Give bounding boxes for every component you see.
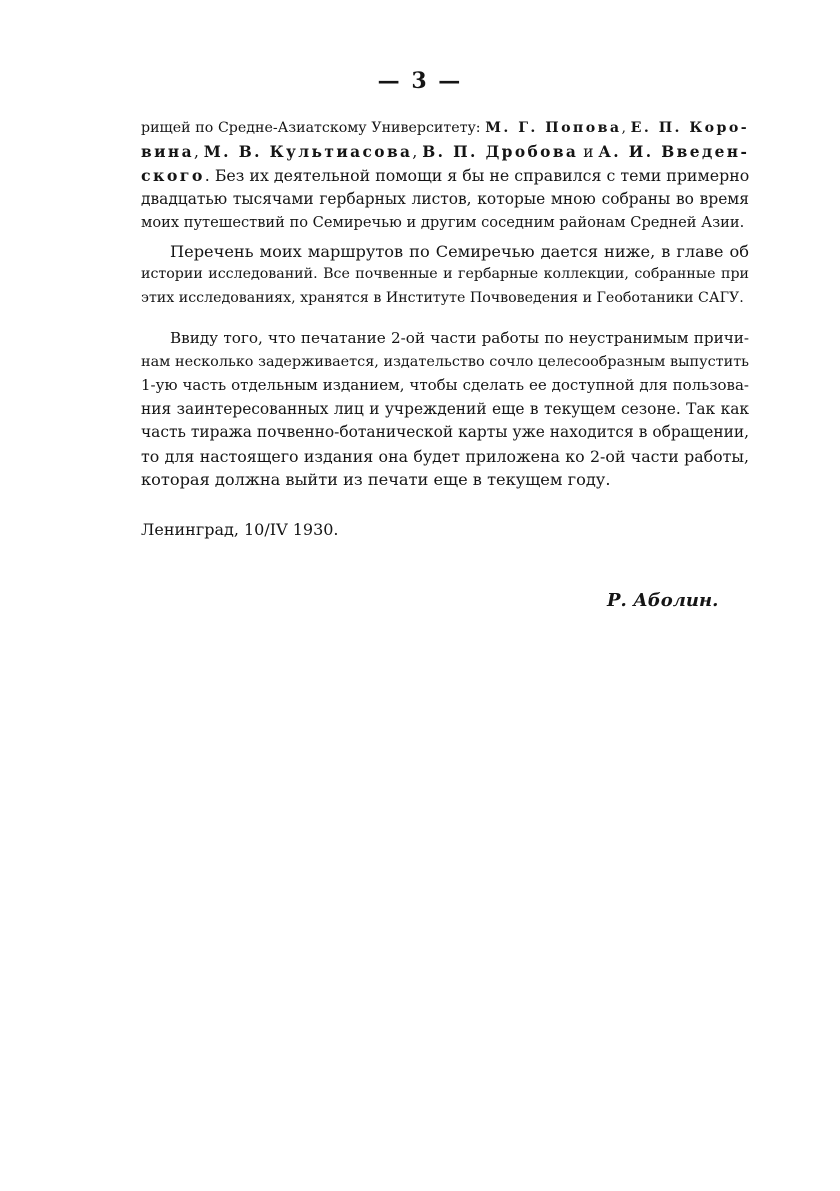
text-line: которая должна выйти из печати еще в текущем году. bbox=[141, 470, 611, 489]
page-number: — 3 — bbox=[377, 68, 463, 94]
text-line: моих путешествий по Семиречью и другим соседним районам Средней Азии. bbox=[141, 214, 745, 231]
text-line: этих исследованиях, хранятся в Институте Почвоведения и Геоботаники САГУ. bbox=[141, 289, 744, 306]
person-name: Е. П. Коро- bbox=[630, 120, 749, 136]
text-line: истории исследований. Все почвенные и гербарные коллекции, собранные при bbox=[141, 266, 749, 282]
text-line: Перечень моих маршрутов по Семиречью дается ниже, в главе об bbox=[170, 241, 749, 261]
text-line: 1-ую часть отдельным изданием, чтобы сделать ее доступной для пользова- bbox=[141, 376, 749, 394]
text-line: Ввиду того, что печатание 2-ой части работы по неустранимым причи- bbox=[170, 329, 749, 347]
body-text bbox=[141, 117, 749, 492]
person-name: А. И. Введен- bbox=[598, 142, 750, 161]
paragraph-routes bbox=[141, 240, 749, 311]
text-line: двадцатью тысячами гербарных листов, которые мною собраны во время bbox=[141, 189, 749, 208]
person-name: ского bbox=[141, 166, 205, 185]
place-date: Ленинград, 10/IV 1930. bbox=[141, 520, 339, 539]
person-name: М. В. Культиасова bbox=[203, 142, 413, 161]
paragraph-acknowledgements bbox=[141, 117, 749, 235]
person-name: М. Г. Попова bbox=[485, 120, 622, 136]
text-line: рищей по Средне-Азиатскому Университету: М. Г. Попова, Е. П. Коро- bbox=[141, 120, 749, 136]
text-line: ского. Без их деятельной помощи я бы не справился с теми примерно bbox=[141, 166, 750, 185]
text-line: часть тиража почвенно-ботанической карты уже находится в обращении, bbox=[141, 423, 749, 441]
text-line: то для настоящего издания она будет приложена ко 2-ой части работы, bbox=[141, 446, 749, 466]
author-signature: Р. Аболин. bbox=[607, 590, 719, 611]
person-name: вина bbox=[141, 142, 194, 161]
text-line: нам несколько задерживается, издательство сочло целесообразным выпустить bbox=[141, 353, 749, 370]
text-line: вина, М. В. Культиасова, В. П. Дробова и А. И. Введен- bbox=[141, 142, 750, 161]
person-name: В. П. Дробова bbox=[422, 142, 579, 161]
text-line: ния заинтересованных лиц и учреждений еще в текущем сезоне. Так как bbox=[141, 399, 749, 418]
paragraph-publication bbox=[141, 327, 749, 492]
